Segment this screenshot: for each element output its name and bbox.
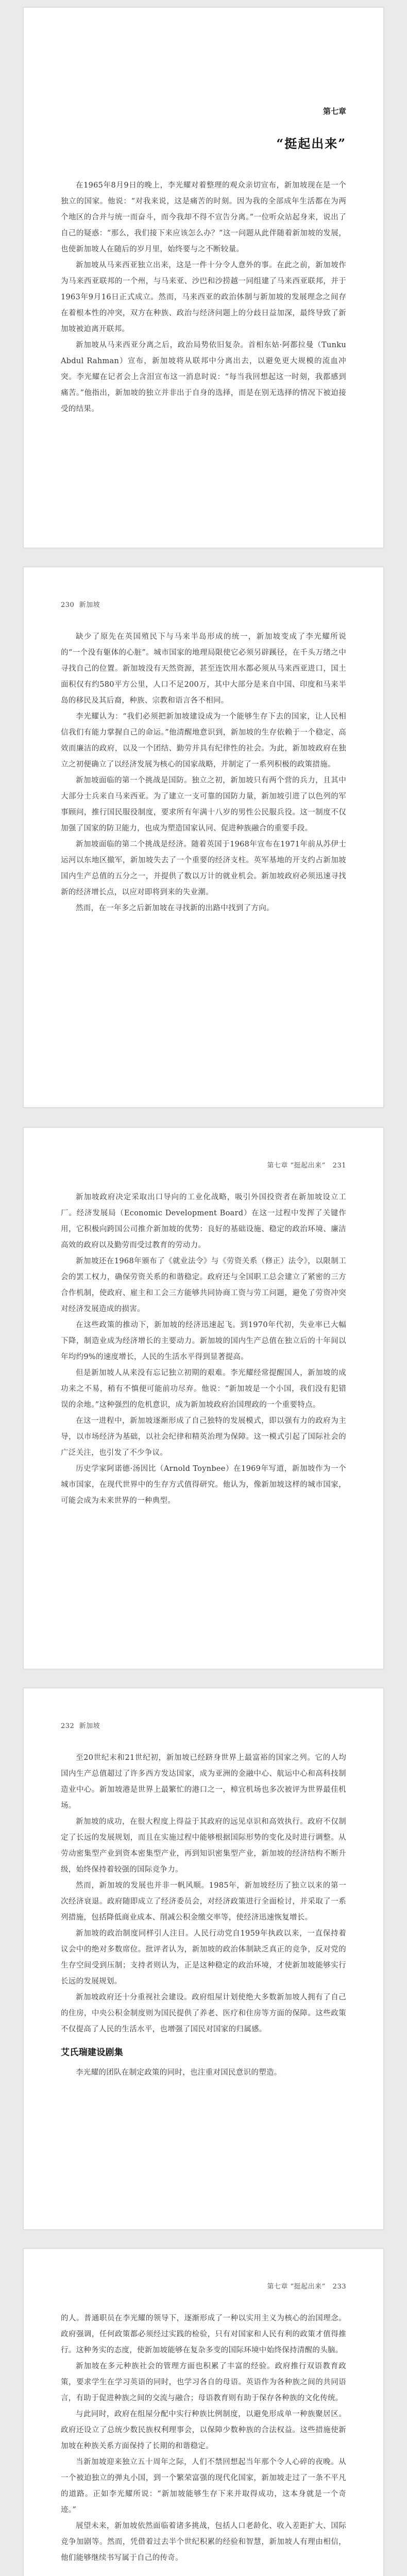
paragraph: 的人。普通职员在李光耀的领导下，逐渐形成了一种以实用主义为核心的治国理念。政府强调，任何政策都必须经过实践的检验，只有对国家和人民有利的政策才值得推行。这种务实的态度，使新加坡能够在复杂多变的国际环境中始终保持清醒的头脑。: [61, 2314, 346, 2354]
page-1: [23, 7, 384, 548]
paragraph: 与此同时，政府在组屋分配中实行种族比例制度，以避免形成单一种族聚居区。政府还设立了总统少数民族权利理事会，以保障少数种族的合法权益。这些措施使新加坡在种族关系方面保持了长期的和谐稳定。: [61, 2410, 346, 2450]
paragraph: 至20世纪末和21世纪初，新加坡已经跻身世界上最富裕的国家之列。它的人均国内生产总值超过了许多西方发达国家，成为亚洲的金融中心、航运中心和高科技制造业中心。新加坡港是世界上最繁忙的港口之一，樟宜机场也多次被评为世界最佳机场。: [61, 1754, 346, 1810]
paragraph: 新加坡的政治制度同样引人注目。人民行动党自1959年执政以来，一直保持着议会中的绝对多数席位。批评者认为，新加坡的政治体制缺乏真正的竞争，反对党的生存空间受到压制；支持者则认为，正是这种稳定的政治环境，才使新加坡能够实行长远的发展规划。: [61, 1929, 346, 1986]
page-5: [23, 2248, 384, 2576]
page-number: 233: [332, 2283, 346, 2291]
page-2: [23, 567, 384, 1108]
page-4-body: [61, 1750, 346, 2081]
paragraph: 然而，新加坡的发展也并非一帆风顺。1985年，新加坡经历了独立以来的第一次经济衰退。政府随即成立了经济委员会，对经济政策进行全面检讨，并采取了一系列措施，包括降低商业成本、削减公积金缴交率等，使经济迅速恢复增长。: [61, 1882, 346, 1922]
paragraph: 李光耀的团队在制定政策的同时，也注重对国民意识的塑造。: [76, 2069, 282, 2077]
paragraph: 在这些政策的推动下，新加坡的经济迅速起飞。到1970年代初，失业率已大幅下降，制造业成为经济增长的主要动力。新加坡的国内生产总值在独立后的十年间以年均约9%的速度增长，人民的生活水平得到显著提高。: [61, 1321, 346, 1361]
paragraph: 新加坡面临的第一个挑战是国防。独立之初，新加坡只有两个营的兵力，且其中大部分士兵来自马来西亚。为了建立一支可靠的国防力量，新加坡引进了以色列的军事顾问，推行国民服役制度，要求所有年满十八岁的男性公民服兵役。这一制度不仅加强了国家的防卫能力，也成为塑造国家认同、促进种族融合的重要手段。: [61, 776, 346, 833]
paragraph: 缺少了原先在英国殖民下与马来半岛形成的统一，新加坡变成了李光耀所说的“一个没有躯体的心脏”。城市国家的地理局限使它必须另辟蹊径，在千头万绪之中寻找自己的位置。新加坡没有天然资源，甚至连饮用水都必须从马来西亚进口，国土面积仅有约580平方公里，人口不足200万，其中大部分是来自中国、印度和马来半岛的移民及其后裔，种族、宗教和语言各不相同。: [61, 633, 346, 705]
paragraph: 李光耀认为：“我们必须把新加坡建设成为一个能够生存下去的国家，让人民相信我们有能力掌握自己的命运。”他清醒地意识到，新加坡的生存依赖于一个稳定、高效而廉洁的政府，以及一个团结、勤劳并具有纪律性的社会。为此，新加坡政府在独立之初便确立了以经济发展为核心的国家战略，并制定了一系列积极的政策措施。: [61, 713, 346, 769]
page-number: 231: [332, 1162, 346, 1170]
paragraph: 在这一进程中，新加坡逐渐形成了自己独特的发展模式，即以强有力的政府为主导，以市场经济为基础，以社会纪律和精英治理为保障。这一模式引起了国际社会的广泛关注，也引发了不少争议。: [61, 1417, 346, 1457]
paragraph: 历史学家阿诺德·汤因比（Arnold Toynbee）在1969年写道，新加坡作为一个城市国家，在现代世界中的生存方式值得研究。他认为，像新加坡这样的城市国家，可能会成为未来世界的一种典型。: [61, 1465, 346, 1505]
paragraph: 新加坡从马来西亚分离之后，政治局势依旧复杂。首相东姑·阿都拉曼（Tunku Abdul Rahman）宣布，新加坡将从联邦中分离出去，以避免更大规模的流血冲突。李光耀在记者会上含泪宣布这一消息时说：“每当我回想起这一时刻，我都感到痛苦。”他指出，新加坡的独立并非出于自身的选择，而是在别无选择的情况下被迫接受的结果。: [61, 341, 346, 413]
paragraph: 在1965年8月9日的晚上，李光耀对着整理的观众亲切宣布，新加坡现在是一个独立的国家。他说：“对我来说，这是痛苦的时刻。因为我的全部成年生活都在为两个地区的合并与统一而奋斗，而今我却不得不宣告分离。”一位听众站起身来，说出了自己的疑惑：“那么，我们接下来应该怎么办？”这一问题从此伴随着新加坡的发展，也使新加坡人在随后的岁月里，始终要与之不断较量。: [61, 181, 346, 253]
paragraph: 新加坡面临的第二个挑战是经济。随着英国于1968年宣布在1971年前从苏伊士运河以东地区撤军，新加坡失去了一个重要的经济支柱。英军基地的开支约占新加坡国内生产总值的五分之一，并提供了数以万计的就业机会。新加坡政府必须迅速寻找新的经济增长点，以应对即将到来的失业潮。: [61, 840, 346, 896]
paragraph: 但是新加坡人从来没有忘记独立初期的艰难。李光耀经常提醒国人，新加坡的成功来之不易，稍有不慎便可能前功尽弃。他说：“新加坡是一个小国，我们没有犯错误的余地。”这种强烈的危机意识，成为新加坡政府治国理政的一个重要特点。: [61, 1369, 346, 1409]
page-number: 232: [61, 1722, 75, 1730]
page-3-body: [61, 1190, 346, 1509]
paragraph: 新加坡的成功，在很大程度上得益于其政府的远见卓识和高效执行。政府不仅制定了长远的发展规划，而且在实施过程中能够根据国际形势的变化及时进行调整。从劳动密集型产业到资本密集型产业，再到知识密集型产业，新加坡的经济结构不断升级，始终保持着较强的国际竞争力。: [61, 1818, 346, 1874]
page-2-body: [61, 629, 346, 917]
page-3: [23, 1127, 384, 1669]
running-head-title: 第七章 “挺起出来”: [267, 2283, 326, 2291]
running-head-title: 新加坡: [79, 1722, 100, 1730]
section-heading: 艾氏瑞建设剧集: [61, 2047, 124, 2058]
page-number: 230: [61, 601, 75, 609]
paragraph: 新加坡在多元种族社会的管理方面也积累了丰富的经验。政府推行双语教育政策，要求学生在学习英语的同时，也学习各自的母语。英语作为各种族之间的共同语言，有助于促进种族之间的交流与融合；母语教育则有助于保存各种族的文化传统。: [61, 2362, 346, 2402]
running-head: [267, 1160, 346, 1170]
chapter-number: 第七章: [323, 107, 346, 116]
running-head-title: 第七章 “挺起出来”: [267, 1162, 326, 1170]
paragraph: 新加坡政府决定采取出口导向的工业化战略，吸引外国投资者在新加坡设立工厂。经济发展局（Economic Development Board）在这一过程中发挥了关键作用，它积极向跨国公司推介新加坡的优势：良好的基础设施、稳定的政治环境、廉洁高效的政府以及勤劳而受过教育的劳动力。: [61, 1193, 346, 1249]
chapter-title: “挺起出来”: [276, 136, 346, 151]
paragraph: 新加坡政府还十分重视社会建设。政府组屋计划使绝大多数新加坡人拥有了自己的住房，中央公积金制度则为国民提供了养老、医疗和住房等方面的保障。这些政策不仅提高了人民的生活水平，也增强了国民对国家的归属感。: [61, 1993, 346, 2033]
running-head: [61, 1720, 100, 1730]
running-head: [61, 599, 100, 609]
running-head-title: 新加坡: [79, 601, 100, 609]
page-1-body: [61, 178, 346, 417]
paragraph: 然而，在一年多之后新加坡在寻找新的出路中找到了方向。: [76, 904, 274, 912]
paragraph: 新加坡从马来西亚独立出来，这是一件十分令人意外的事。在此之前，新加坡作为马来西亚联邦的一个州，与马来亚、沙巴和沙捞越一同组建了马来西亚联邦，并于1963年9月16日正式成立。然而，马来西亚的政治体制与新加坡的发展理念之间存在着根本性的冲突，双方在种族、政治与经济问题上的分歧日益加深，最终导致了新加坡被迫离开联邦。: [61, 261, 346, 333]
page-5-body: [61, 2311, 346, 2566]
running-head: [267, 2281, 346, 2291]
paragraph: 展望未来，新加坡依然面临着诸多挑战，包括人口老龄化、收入差距扩大、国际竞争加剧等。然而，凭借着过去半个世纪积累的经验和智慧，新加坡人有理由相信，他们能够继续书写属于自己的传奇。: [61, 2522, 346, 2562]
paragraph: 新加坡还在1968年颁布了《就业法令》与《劳资关系（修正）法令》，以限制工会的罢工权力，确保劳资关系的和谐稳定。政府还与全国职工总会建立了紧密的三方合作机制，使政府、雇主和工会三方能够共同协商工资与劳工问题，避免了劳资冲突对经济发展造成的损害。: [61, 1257, 346, 1313]
paragraph: 当新加坡迎来独立五十周年之际，人们不禁回想起当年那个令人心碎的夜晚。从一个被迫独立的弹丸小国，到一个繁荣富强的现代化国家，新加坡走过了一条不平凡的道路。正如李光耀所说：“新加坡能够生存下来并取得成功，这本身就是一个奇迹。”: [61, 2458, 346, 2514]
page-4: [23, 1688, 384, 2230]
